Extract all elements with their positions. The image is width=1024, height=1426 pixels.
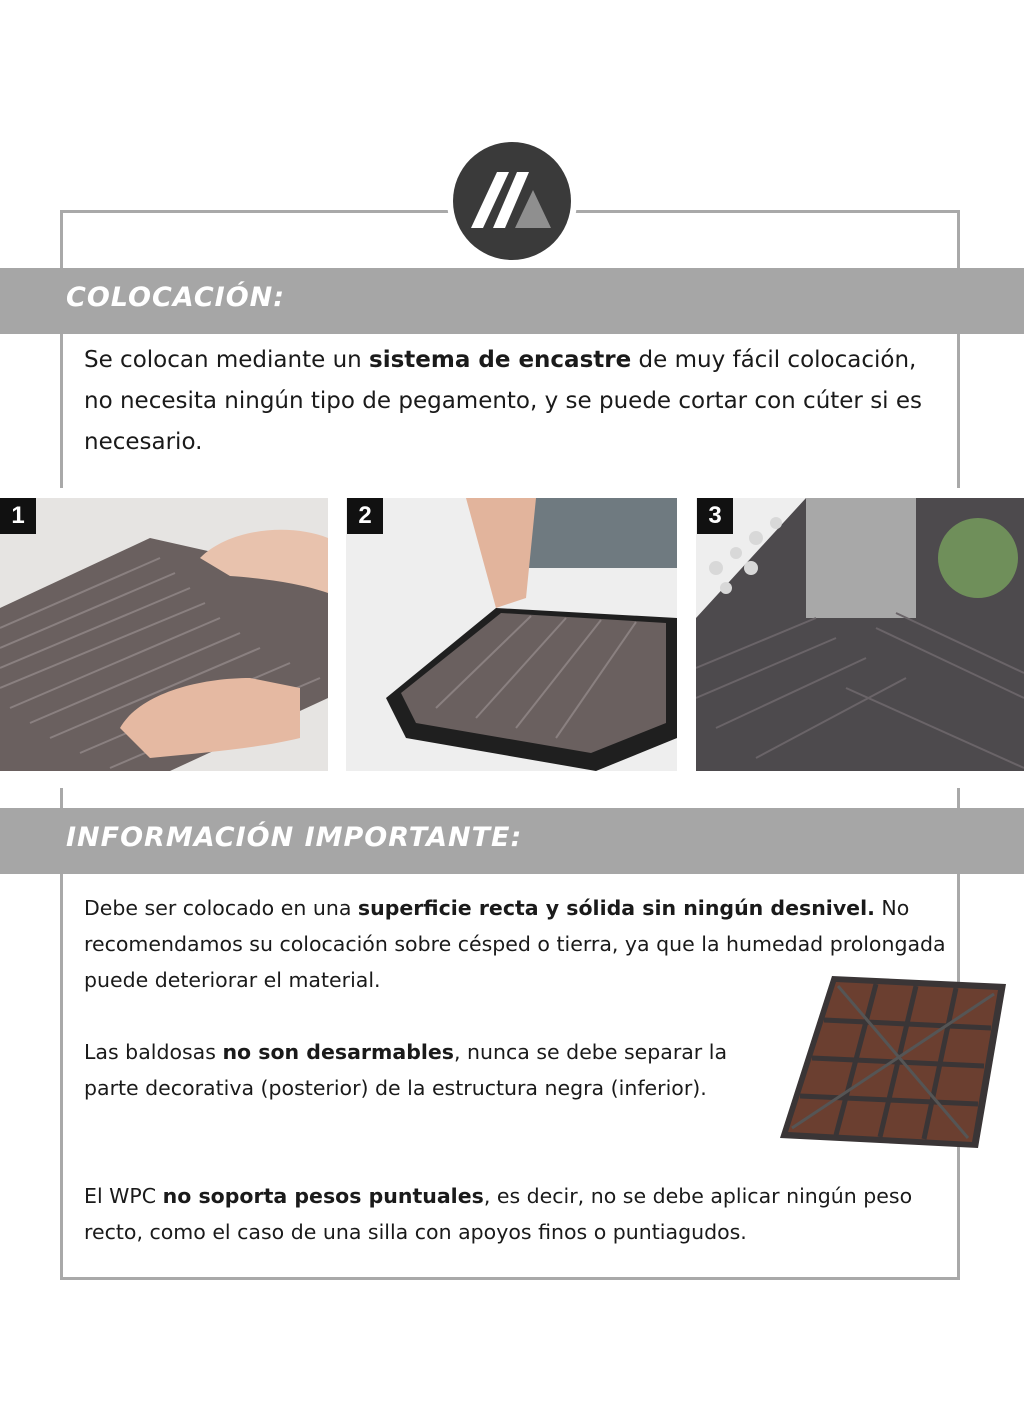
text-segment: Las baldosas xyxy=(84,1040,223,1064)
step-number-badge: 2 xyxy=(347,498,383,534)
step-3-photo xyxy=(696,498,1024,771)
info-paragraph-3 xyxy=(84,1178,954,1250)
section-title: INFORMACIÓN IMPORTANTE: xyxy=(66,822,523,853)
step-1-photo xyxy=(0,498,328,771)
text-bold-segment: superficie recta y sólida sin ningún desnivel. xyxy=(357,896,875,920)
text-bold-segment: no soporta pesos puntuales xyxy=(162,1184,484,1208)
text-segment: Se colocan mediante un xyxy=(84,347,370,373)
text-bold-segment: sistema de encastre xyxy=(369,347,632,373)
brand-logo-icon xyxy=(453,142,571,260)
tile-underside-image xyxy=(778,972,1010,1154)
step-number-badge: 3 xyxy=(697,498,733,534)
colocacion-text xyxy=(84,340,934,463)
text-segment: , es decir, no se debe aplicar ningún peso recto, como el caso de una silla con apoyos finos o puntiagudos. xyxy=(84,1184,913,1244)
section-title: COLOCACIÓN: xyxy=(66,282,286,313)
text-segment: Debe ser colocado en una xyxy=(84,896,358,920)
step-number-badge: 1 xyxy=(0,498,36,534)
section-header-colocacion xyxy=(0,268,1024,334)
step-photos xyxy=(0,488,1024,788)
text-segment: No recomendamos su colocación sobre césped o tierra, ya que la humedad prolongada puede deteriorar el material. xyxy=(84,896,946,992)
text-bold-segment: no son desarmables xyxy=(222,1040,455,1064)
text-segment: de muy fácil colocación, no necesita ningún tipo de pegamento, y se puede cortar con cúter si es necesario. xyxy=(84,347,923,455)
text-segment: El WPC xyxy=(84,1184,163,1208)
section-header-informacion xyxy=(0,808,1024,874)
info-paragraph-2 xyxy=(84,1034,784,1106)
step-2-photo xyxy=(346,498,677,771)
text-segment: , nunca se debe separar la parte decorativa (posterior) de la estructura negra (inferior). xyxy=(84,1040,728,1100)
